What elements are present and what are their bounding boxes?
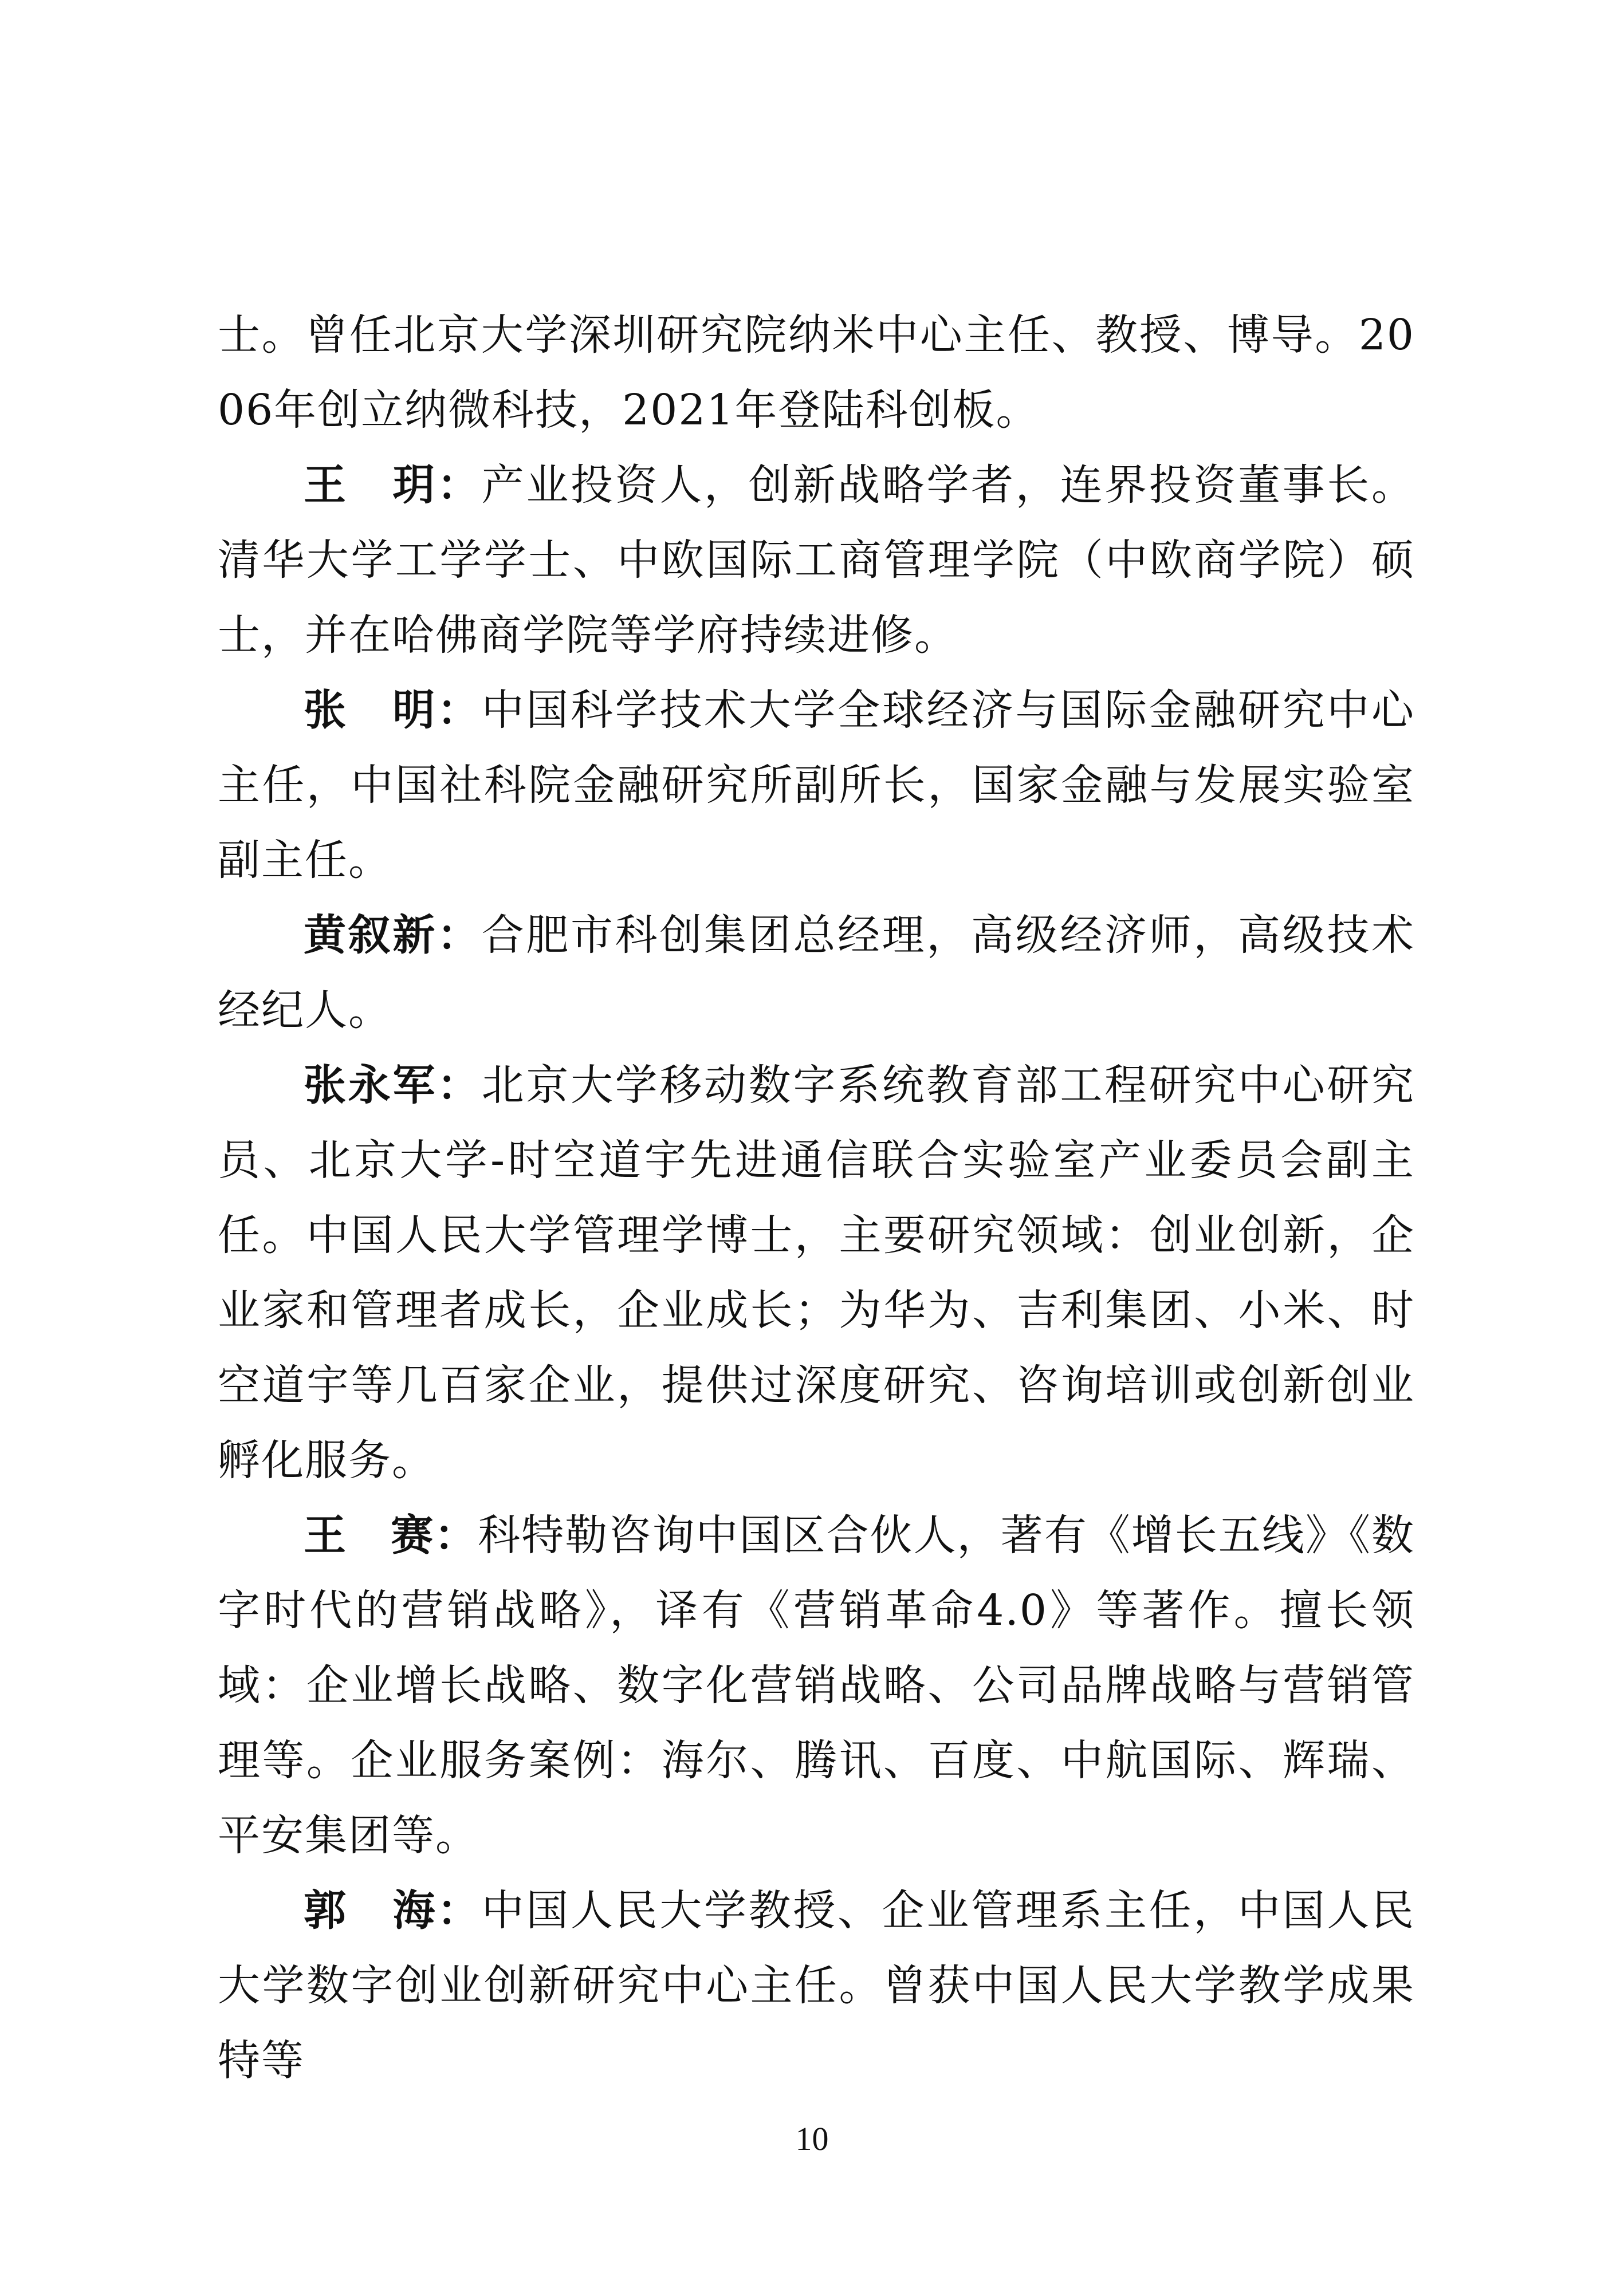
page-number: 10 <box>795 2120 829 2157</box>
person-name: 张永军： <box>304 1061 482 1110</box>
paragraph-text: 中国人民大学教授、企业管理系主任，中国人民大学数字创业创新研究中心主任。曾获中国人民大学教学成果特等 <box>218 1886 1415 2085</box>
paragraph-text: 合肥市科创集团总经理，高级经济师，高级技术经纪人。 <box>218 911 1415 1035</box>
person-name: 王 玥： <box>304 460 482 510</box>
paragraph-text: 北京大学移动数字系统教育部工程研究中心研究员、北京大学-时空道宇先进通信联合实验室产业委员会副主任。中国人民大学管理学博士，主要研究领域：创业创新，企业家和管理者成长，企业成长；为华为、吉利集团、小米、时空道宇等几百家企业，提供过深度研究、咨询培训或创新创业孵化服务。 <box>218 1061 1415 1485</box>
paragraph-continuation <box>218 298 1415 448</box>
person-name: 张 明： <box>304 686 482 735</box>
person-name: 郭 海： <box>304 1886 482 1935</box>
person-name: 黄叙新： <box>304 911 482 960</box>
bio-paragraph <box>218 448 1415 673</box>
paragraph-text: 士。曾任北京大学深圳研究院纳米中心主任、教授、博导。2006年创立纳微科技，2021年登陆科创板。 <box>218 310 1415 435</box>
bio-paragraph <box>218 898 1415 1048</box>
paragraph-text: 科特勒咨询中国区合伙人，著有《增长五线》《数字时代的营销战略》，译有《营销革命4.0》等著作。擅长领域：企业增长战略、数字化营销战略、公司品牌战略与营销管理等。企业服务案例：海尔、腾讯、百度、中航国际、辉瑞、平安集团等。 <box>218 1511 1415 1860</box>
paragraph-text: 产业投资人，创新战略学者，连界投资董事长。清华大学工学学士、中欧国际工商管理学院（中欧商学院）硕士，并在哈佛商学院等学府持续进修。 <box>218 460 1415 660</box>
bio-paragraph <box>218 673 1415 898</box>
person-name: 王 赛： <box>304 1511 478 1560</box>
paragraph-text: 中国科学技术大学全球经济与国际金融研究中心主任，中国社科院金融研究所副所长，国家金融与发展实验室副主任。 <box>218 686 1415 885</box>
bio-paragraph <box>218 1873 1415 2098</box>
bio-paragraph <box>218 1498 1415 1873</box>
bio-paragraph <box>218 1048 1415 1498</box>
body-text <box>218 298 1415 2098</box>
